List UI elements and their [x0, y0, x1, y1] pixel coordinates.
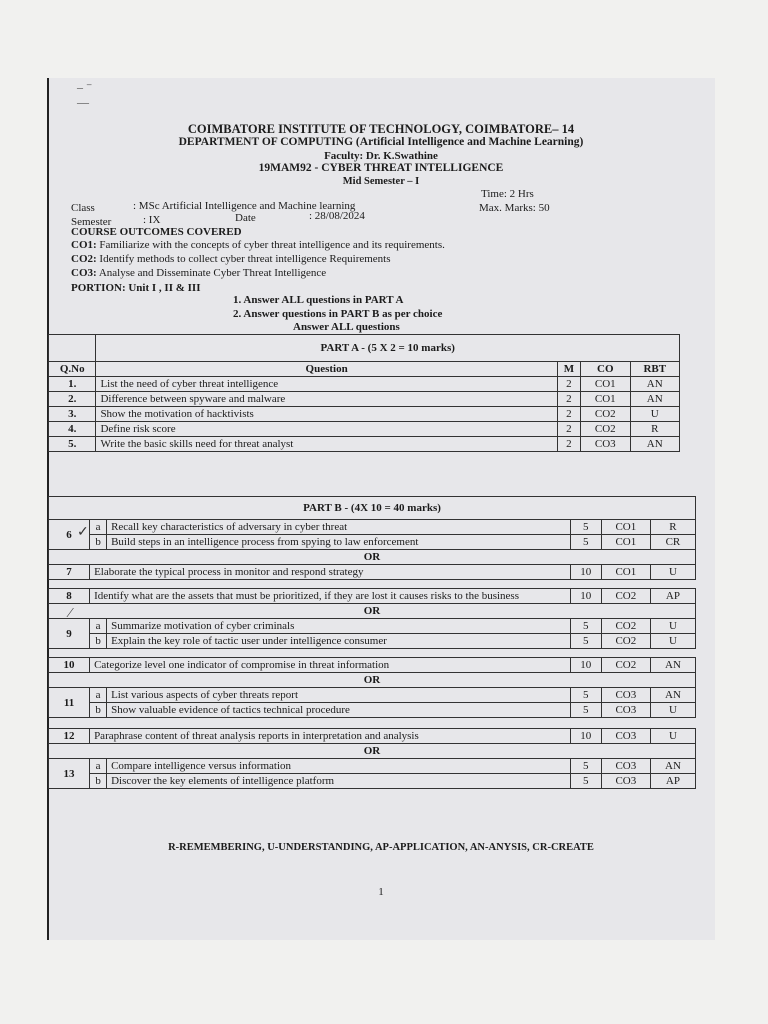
rbt-legend: R-REMEMBERING, U-UNDERSTANDING, AP-APPLICATION, AN-ANYSIS, CR-CREATE [168, 842, 594, 853]
part-b-table [48, 496, 696, 789]
table-row: 7 Elaborate the typical process in monitor and respond strategy 10 CO1 U [49, 565, 696, 580]
or-divider: OR [49, 744, 696, 759]
part-b-title: PART B - (4X 10 = 40 marks) [49, 497, 696, 520]
table-row: 10 Categorize level one indicator of compromise in threat information 10 CO2 AN [49, 658, 696, 673]
pen-mark: ‒ ⁻ ― [77, 80, 93, 109]
part-b-title-row [49, 497, 696, 520]
header-m: M [557, 362, 580, 377]
class-value: : MSc Artificial Intelligence and Machine learning [133, 200, 356, 212]
outcome-co3: CO3: Analyse and Disseminate Cyber Threat Intelligence [71, 267, 327, 279]
header-qno: Q.No [49, 362, 96, 377]
header-rbt: RBT [630, 362, 680, 377]
table-row: b Build steps in an intelligence process from spying to law enforcement 5 CO1 CR [49, 535, 696, 550]
table-row: 9 a Summarize motivation of cyber criminals 5 CO2 U [49, 619, 696, 634]
outcome-co2: CO2: Identify methods to collect cyber threat intelligence Requirements [71, 253, 391, 265]
outcomes-heading: COURSE OUTCOMES COVERED [71, 226, 242, 238]
part-a-table [48, 334, 680, 452]
table-row: 3. Show the motivation of hacktivists 2 CO2 U [49, 407, 680, 422]
instruction-1: 1. Answer ALL questions in PART A [233, 294, 404, 306]
table-row: 12 Paraphrase content of threat analysis reports in interpretation and analysis 10 CO3 U [49, 729, 696, 744]
date-label: Date [235, 212, 256, 224]
institute-name: COIMBATORE INSTITUTE OF TECHNOLOGY, COIMBATORE– 14 [187, 122, 575, 136]
course-title: 19MAM92 - CYBER THREAT INTELLIGENCE [258, 162, 504, 174]
or-divider: OR [49, 604, 696, 619]
semester-label: Semester [71, 216, 112, 228]
class-label: Class [71, 202, 95, 214]
table-row: 13 a Compare intelligence versus information 5 CO3 AN [49, 759, 696, 774]
table-row: 6 a Recall key characteristics of adversary in cyber threat 5 CO1 R [49, 520, 696, 535]
or-divider: OR [49, 550, 696, 565]
outcome-co1: CO1: Familiarize with the concepts of cyber threat intelligence and its requirements. [71, 239, 445, 251]
or-divider: OR [49, 673, 696, 688]
check-mark-icon: ✓ [77, 525, 89, 540]
header-co: CO [581, 362, 630, 377]
part-a-header-row [49, 362, 680, 377]
semester-value: : IX [143, 214, 161, 226]
table-row: b Explain the key role of tactic user under intelligence consumer 5 CO2 U [49, 634, 696, 649]
part-a-title: PART A - (5 X 2 = 10 marks) [96, 335, 680, 362]
table-row: b Show valuable evidence of tactics technical procedure 5 CO3 U [49, 703, 696, 718]
portion: PORTION: Unit I , II & III [71, 282, 201, 294]
exam-paper [47, 78, 715, 940]
max-marks: Max. Marks: 50 [479, 202, 550, 214]
header-question: Question [96, 362, 557, 377]
table-row: 2. Difference between spyware and malware 2 CO1 AN [49, 392, 680, 407]
table-row: b Discover the key elements of intelligence platform 5 CO3 AP [49, 774, 696, 789]
table-row: 11 a List various aspects of cyber threats report 5 CO3 AN [49, 688, 696, 703]
table-row: 5. Write the basic skills need for threat analyst 2 CO3 AN [49, 437, 680, 452]
faculty-name: Faculty: Dr. K.Swathine [324, 150, 438, 162]
time-duration: Time: 2 Hrs [481, 188, 534, 200]
instruction-3: Answer ALL questions [293, 321, 400, 333]
instruction-2: 2. Answer questions in PART B as per choice [233, 308, 443, 320]
page-number: 1 [378, 886, 384, 898]
exam-title: Mid Semester – I [342, 176, 420, 187]
check-mark-icon: ⁄ [69, 606, 72, 621]
table-row: 8 Identify what are the assets that must be prioritized, if they are lost it causes risks to the business 10 CO2 AP [49, 589, 696, 604]
table-row: 4. Define risk score 2 CO2 R [49, 422, 680, 437]
department-name: DEPARTMENT OF COMPUTING (Artificial Intelligence and Machine Learning) [178, 136, 584, 148]
table-row: 1. List the need of cyber threat intelligence 2 CO1 AN [49, 377, 680, 392]
date-value: : 28/08/2024 [309, 210, 365, 222]
part-a-title-row [49, 335, 680, 362]
